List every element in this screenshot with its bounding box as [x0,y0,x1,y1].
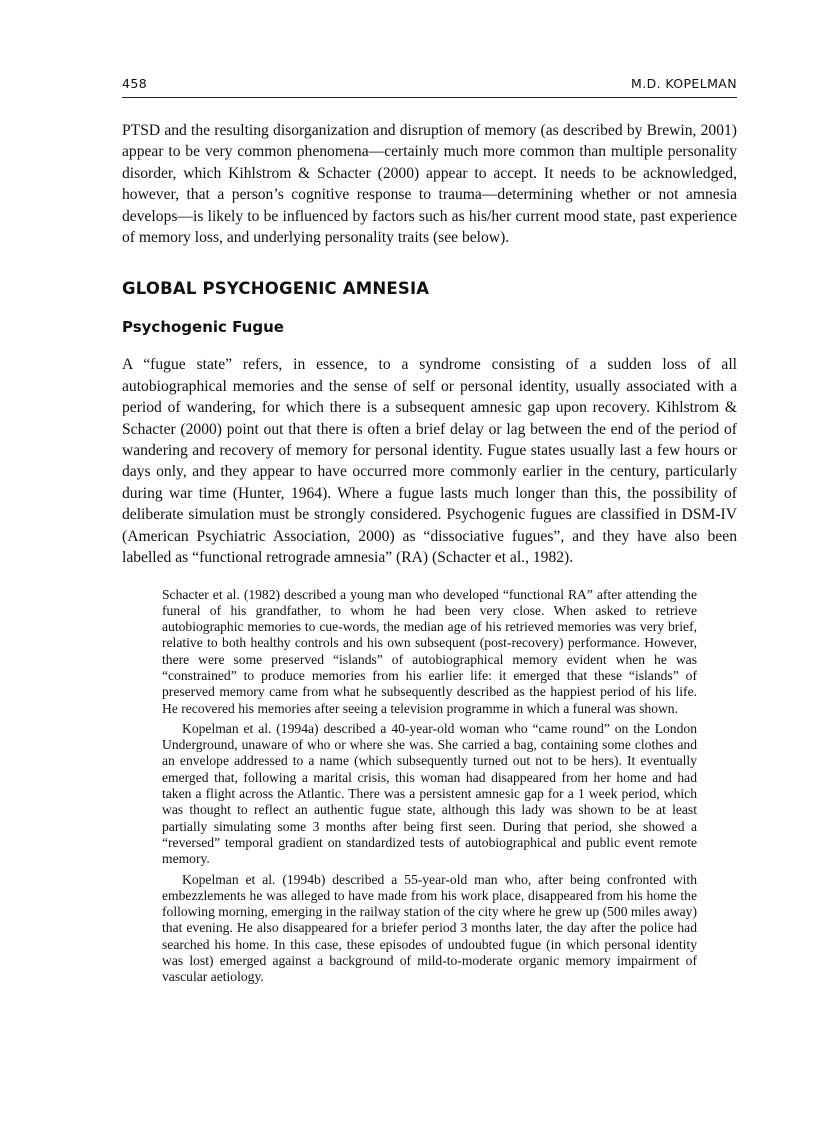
author-running-head: M.D. KOPELMAN [631,76,737,91]
fugue-paragraph: A “fugue state” refers, in essence, to a syndrome consisting of a sudden loss of all autobiographical memories and the sense of self or personal identity, usually associated with a period of wandering, for which there is a subsequent amnesic gap upon recovery. Kihlstrom & Schacter (2000) point out that there is often a brief delay or lag between the end of the period of wandering and recovery of memory for personal identity. Fugue states usually last a few hours or days only, and they appear to have occurred more commonly earlier in the century, particularly during war time (Hunter, 1964). Where a fugue lasts much longer than this, the possibility of deliberate simulation must be strongly considered. Psychogenic fugues are classified in DSM-IV (American Psychiatric Association, 2000) as “dissociative fugues”, and they have also been labelled as “functional retrograde amnesia” (RA) (Schacter et al., 1982). [122,356,737,567]
running-header [122,76,737,98]
subsection-heading: Psychogenic Fugue [122,318,284,337]
case-studies-block [162,587,697,986]
section-heading: GLOBAL PSYCHOGENIC AMNESIA [122,279,430,299]
case-study-schacter-1982: Schacter et al. (1982) described a young man who developed “functional RA” after attending the funeral of his grandfather, to whom he had been very close. When asked to retrieve autobiographic memories to cue-words, the median age of his retrieved memories was very brief, relative to both healthy controls and his own subsequent (post-recovery) performance. However, there were some preserved “islands” of autobiographical memory evident when he was “constrained” to produce memories from his earlier life: it emerged that these “islands” of preserved memory came from what he subsequently described as the happiest period of his life. He recovered his memories after seeing a television programme in which a funeral was shown. [162,586,697,716]
document-page [122,76,737,990]
case-study-kopelman-1994a: Kopelman et al. (1994a) described a 40-year-old woman who “came round” on the London Underground, unaware of who or where she was. She carried a bag, containing some clothes and an envelope addressed to a name (which subsequently turned out not to be hers). It eventually emerged that, following a marital crisis, this woman had disappeared from her home and had taken a flight across the Atlantic. There was a persistent amnesic gap for a 1 week period, which was thought to reflect an authentic fugue state, although this lady was shown to be at least partially simulating some 3 months after being first seen. During that period, she showed a “reversed” temporal gradient on standardized tests of autobiographical and public event remote memory. [162,720,697,867]
case-study-kopelman-1994b: Kopelman et al. (1994b) described a 55-year-old man who, after being confronted with embezzlements he was alleged to have made from his work place, disappeared from his home the following morning, emerging in the railway station of the city where he grew up (500 miles away) that evening. He also disappeared for a briefer period 3 months later, the day after the police had searched his home. In this case, these episodes of undoubted fugue (in which personal identity was lost) emerged against a background of mild-to-moderate organic memory impairment of vascular aetiology. [162,871,697,985]
page-number: 458 [122,76,148,91]
intro-paragraph: PTSD and the resulting disorganization and disruption of memory (as described by Brewin, 2001) appear to be very common phenomena—certainly much more common than multiple personality disorder, which Kihlstrom & Schacter (2000) appear to accept. It needs to be acknowledged, however, that a person’s cognitive response to trauma—determining whether or not amnesia develops—is likely to be influenced by factors such as his/her current mood state, past experience of memory loss, and underlying personality traits (see below). [122,122,737,247]
